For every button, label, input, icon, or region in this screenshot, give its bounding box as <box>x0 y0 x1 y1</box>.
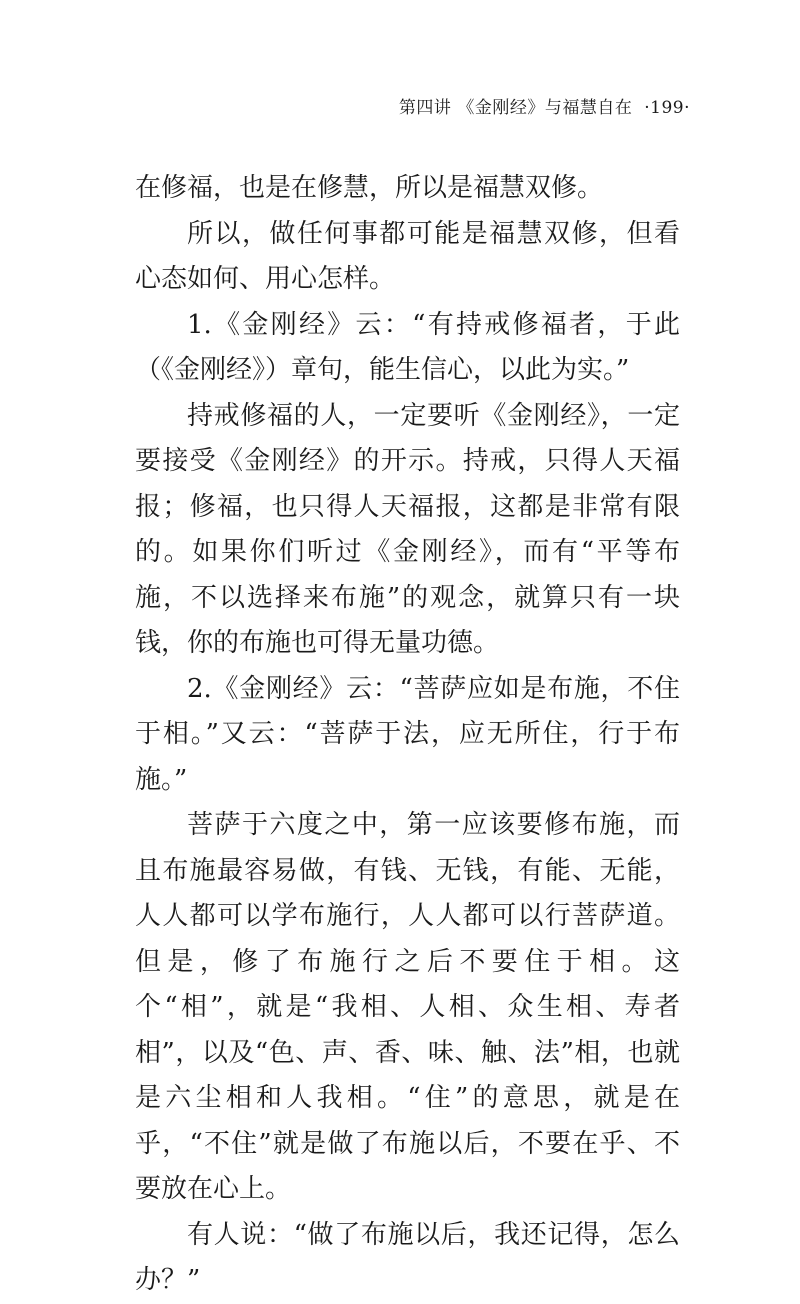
paragraph: 菩萨于六度之中，第一应该要修布施，而且布施最容易做，有钱、无钱，有能、无能，人人都可以学布施行，人人都可以行菩萨道。但是，修了布施行之后不要住于相。这个“相”，就是“我相、人相、众生相、寿者相”，以及“色、声、香、味、触、法”相，也就是六尘相和人我相。“住”的意思，就是在乎，“不住”就是做了布施以后，不要在乎、不要放在心上。 <box>135 810 680 1204</box>
paragraph: 持戒修福的人，一定要听《金刚经》，一定要接受《金刚经》的开示。持戒，只得人天福报；修福，也只得人天福报，这都是非常有限的。如果你们听过《金刚经》，而有“平等布施，不以选择来布施”的观念，就算只有一块钱，你的布施也可得无量功德。 <box>135 400 680 658</box>
paragraph: 在修福，也是在修慧，所以是福慧双修。 <box>135 173 604 203</box>
paragraph: 所以，做任何事都可能是福慧双修，但看心态如何、用心怎样。 <box>135 218 680 294</box>
page-number: ·199· <box>644 98 690 118</box>
running-header <box>399 96 690 120</box>
running-title: 第四讲 《金刚经》与福慧自在 <box>398 98 633 118</box>
paragraph: 2.《金刚经》云：“菩萨应如是布施，不住于相。”又云：“菩萨于法，应无所住，行于布施。” <box>135 673 680 795</box>
body-text <box>135 166 680 1304</box>
paragraph: 有人说：“做了布施以后，我还记得，怎么办？” <box>135 1219 680 1295</box>
paragraph: 1.《金刚经》云：“有持戒修福者，于此（《金刚经》）章句，能生信心，以此为实。” <box>135 309 680 385</box>
